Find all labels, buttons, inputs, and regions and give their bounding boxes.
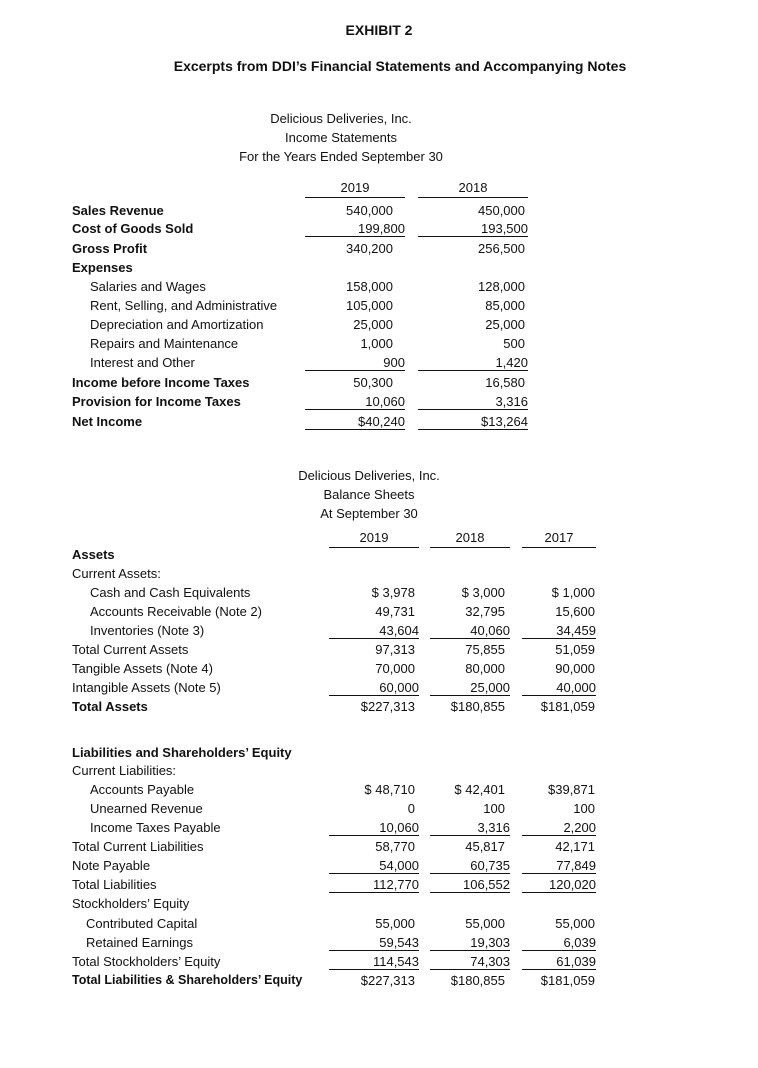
balance-cell-2017: 100: [573, 801, 595, 816]
income-cell-2019: 105,000: [346, 298, 393, 313]
balance-cell-2018: 32,795: [465, 604, 505, 619]
income-cell-2019: 10,060: [305, 394, 405, 410]
balance-year-2019: 2019: [329, 530, 419, 548]
income-cell-2019: 340,200: [346, 241, 393, 256]
income-cell-2019: 50,300: [353, 375, 393, 390]
balance-row-label: Accounts Payable: [90, 782, 195, 797]
income-row-label: Repairs and Maintenance: [90, 336, 239, 351]
balance-cell-2018: 60,735: [430, 858, 510, 874]
exhibit-title: EXHIBIT 2: [345, 22, 413, 38]
balance-cell-2018: 40,060: [430, 623, 510, 639]
balance-cell-2017: 120,020: [522, 877, 596, 893]
balance-cell-2018: 55,000: [465, 916, 505, 931]
balance-cell-2017: 55,000: [555, 916, 595, 931]
income-row-label: Net Income: [72, 414, 143, 429]
balance-year-2017: 2017: [522, 530, 596, 548]
balance-cell-2017: $ 1,000: [551, 585, 595, 600]
income-cell-2018: 450,000: [478, 203, 525, 218]
balance-row-label: Contributed Capital: [86, 916, 198, 931]
income-period: For the Years Ended September 30: [239, 149, 443, 164]
balance-cell-2018: 25,000: [430, 680, 510, 696]
income-section-label: Expenses: [72, 260, 133, 275]
balance-cell-2018: 74,303: [430, 954, 510, 970]
balance-cell-2019: 112,770: [329, 877, 419, 893]
income-cell-2019: 158,000: [346, 279, 393, 294]
income-cell-2018: $13,264: [418, 414, 528, 430]
balance-row-label: Retained Earnings: [86, 935, 193, 950]
balance-cell-2018: 80,000: [465, 661, 505, 676]
balance-cell-2018: 3,316: [430, 820, 510, 836]
balance-cell-2018: 106,552: [430, 877, 510, 893]
income-row-label: Gross Profit: [72, 241, 148, 256]
balance-row-label: Cash and Cash Equivalents: [90, 585, 251, 600]
balance-cell-2019: 58,770: [375, 839, 415, 854]
balance-cell-2019: 55,000: [375, 916, 415, 931]
income-statement-title: Income Statements: [285, 130, 397, 145]
balance-cell-2019: 59,543: [329, 935, 419, 951]
income-row-label: Income before Income Taxes: [72, 375, 250, 390]
balance-cell-2019: $ 3,978: [371, 585, 415, 600]
balance-cell-2019: 60,000: [329, 680, 419, 696]
balance-cell-2019: 70,000: [375, 661, 415, 676]
balance-cell-2019: 54,000: [329, 858, 419, 874]
income-year-2018: 2018: [418, 180, 528, 198]
balance-cell-2018: $180,855: [450, 973, 505, 988]
balance-cell-2017: $181,059: [540, 699, 595, 714]
balance-row-label: Accounts Receivable (Note 2): [90, 604, 262, 619]
balance-row-label: Total Stockholders’ Equity: [72, 954, 221, 969]
balance-cell-2019: 49,731: [375, 604, 415, 619]
balance-row-label: Income Taxes Payable: [90, 820, 221, 835]
income-row-label: Cost of Goods Sold: [72, 221, 194, 236]
income-cell-2019: 199,800: [305, 221, 405, 237]
balance-subsection-label: Current Liabilities:: [72, 763, 177, 778]
income-cell-2018: 16,580: [485, 375, 525, 390]
balance-row-label: Total Liabilities & Shareholders’ Equity: [72, 973, 303, 987]
income-cell-2019: 540,000: [346, 203, 393, 218]
balance-row-label: Unearned Revenue: [90, 801, 203, 816]
balance-cell-2019: 97,313: [375, 642, 415, 657]
balance-cell-2017: 51,059: [555, 642, 595, 657]
income-cell-2018: 25,000: [485, 317, 525, 332]
balance-cell-2018: 45,817: [465, 839, 505, 854]
balance-row-label: Total Liabilities: [72, 877, 157, 892]
income-cell-2018: 193,500: [418, 221, 528, 237]
income-row-label: Provision for Income Taxes: [72, 394, 241, 409]
balance-cell-2017: $39,871: [548, 782, 595, 797]
income-cell-2018: 1,420: [418, 355, 528, 371]
income-row-label: Interest and Other: [90, 355, 195, 370]
income-cell-2019: $40,240: [305, 414, 405, 430]
balance-cell-2018: $180,855: [450, 699, 505, 714]
balance-row-label: Total Current Assets: [72, 642, 189, 657]
balance-cell-2019: $227,313: [360, 973, 415, 988]
income-cell-2018: 85,000: [485, 298, 525, 313]
income-cell-2018: 128,000: [478, 279, 525, 294]
income-cell-2019: 900: [305, 355, 405, 371]
balance-row-label: Intangible Assets (Note 5): [72, 680, 221, 695]
income-cell-2018: 256,500: [478, 241, 525, 256]
balance-cell-2017: 2,200: [522, 820, 596, 836]
balance-cell-2019: $ 48,710: [364, 782, 415, 797]
balance-company: Delicious Deliveries, Inc.: [298, 468, 440, 483]
balance-cell-2019: 0: [407, 801, 415, 816]
balance-cell-2018: $ 3,000: [461, 585, 505, 600]
income-row-label: Depreciation and Amortization: [90, 317, 264, 332]
balance-cell-2017: 42,171: [555, 839, 595, 854]
income-cell-2018: 3,316: [418, 394, 528, 410]
balance-period: At September 30: [320, 506, 418, 521]
income-row-label: Salaries and Wages: [90, 279, 206, 294]
balance-cell-2017: 6,039: [522, 935, 596, 951]
income-cell-2019: 1,000: [360, 336, 393, 351]
balance-cell-2017: 90,000: [555, 661, 595, 676]
balance-cell-2019: 114,543: [329, 954, 419, 970]
balance-cell-2018: 19,303: [430, 935, 510, 951]
balance-cell-2018: 75,855: [465, 642, 505, 657]
balance-cell-2017: 40,000: [522, 680, 596, 696]
balance-cell-2019: 43,604: [329, 623, 419, 639]
income-row-label: Rent, Selling, and Administrative: [90, 298, 278, 313]
balance-cell-2017: 34,459: [522, 623, 596, 639]
balance-cell-2019: $227,313: [360, 699, 415, 714]
balance-cell-2017: 61,039: [522, 954, 596, 970]
exhibit-subtitle: Excerpts from DDI’s Financial Statements and Accompanying Notes: [173, 58, 627, 74]
balance-row-label: Inventories (Note 3): [90, 623, 205, 638]
income-year-2019: 2019: [305, 180, 405, 198]
balance-year-2018: 2018: [430, 530, 510, 548]
balance-row-label: Total Assets: [72, 699, 148, 714]
balance-cell-2017: $181,059: [540, 973, 595, 988]
balance-cell-2017: 77,849: [522, 858, 596, 874]
balance-row-label: Tangible Assets (Note 4): [72, 661, 213, 676]
balance-statement-title: Balance Sheets: [323, 487, 415, 502]
balance-cell-2018: $ 42,401: [454, 782, 505, 797]
balance-subsection-label: Stockholders’ Equity: [72, 896, 190, 911]
income-row-label: Sales Revenue: [72, 203, 164, 218]
balance-subsection-label: Current Assets:: [72, 566, 161, 581]
balance-cell-2019: 10,060: [329, 820, 419, 836]
balance-cell-2018: 100: [483, 801, 505, 816]
income-cell-2018: 500: [503, 336, 525, 351]
income-company: Delicious Deliveries, Inc.: [270, 111, 412, 126]
balance-cell-2017: 15,600: [555, 604, 595, 619]
balance-section-label: Liabilities and Shareholders’ Equity: [72, 745, 292, 760]
balance-row-label: Note Payable: [72, 858, 151, 873]
balance-section-label: Assets: [72, 547, 115, 562]
income-cell-2019: 25,000: [353, 317, 393, 332]
balance-row-label: Total Current Liabilities: [72, 839, 204, 854]
